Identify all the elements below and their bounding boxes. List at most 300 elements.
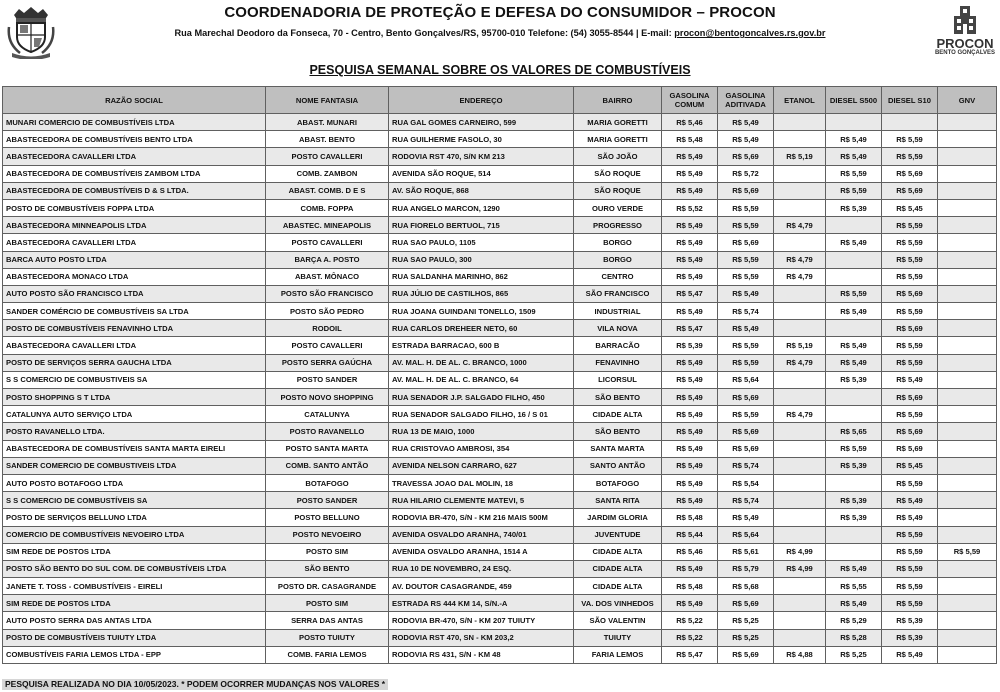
cell-etanol: R$ 4,99: [774, 543, 826, 560]
cell-gnv: [938, 595, 997, 612]
cell-nome-fantasia: POSTO CAVALLERI: [266, 337, 389, 354]
table-row: [3, 320, 997, 337]
cell-gnv: [938, 217, 997, 234]
cell-etanol: [774, 629, 826, 646]
cell-diesel-s10: R$ 5,59: [882, 560, 938, 577]
header-diesel-s500: DIESEL S500: [826, 87, 882, 114]
header-gasolina-comum: GASOLINA COMUM: [662, 87, 718, 114]
cell-razao-social: ABASTECEDORA CAVALLERI LTDA: [3, 337, 266, 354]
cell-bairro: CENTRO: [574, 268, 662, 285]
cell-etanol: [774, 612, 826, 629]
cell-gasolina-aditivada: R$ 5,25: [718, 629, 774, 646]
table-row: [3, 595, 997, 612]
cell-endereco: RUA SAO PAULO, 1105: [389, 234, 574, 251]
cell-gasolina-comum: R$ 5,49: [662, 234, 718, 251]
cell-diesel-s10: R$ 5,59: [882, 217, 938, 234]
cell-diesel-s10: R$ 5,59: [882, 406, 938, 423]
cell-nome-fantasia: ABAST. MUNARI: [266, 114, 389, 131]
logo-subtitle: BENTO GONÇALVES: [934, 50, 996, 56]
cell-diesel-s10: R$ 5,49: [882, 492, 938, 509]
org-title: COORDENADORIA DE PROTEÇÃO E DEFESA DO CONSUMIDOR – PROCON: [224, 4, 776, 21]
table-row: [3, 423, 997, 440]
org-address: [0, 28, 1000, 38]
cell-diesel-s500: R$ 5,39: [826, 457, 882, 474]
cell-bairro: PROGRESSO: [574, 217, 662, 234]
header-gnv: GNV: [938, 87, 997, 114]
cell-gnv: [938, 474, 997, 491]
cell-etanol: [774, 578, 826, 595]
cell-etanol: [774, 114, 826, 131]
cell-diesel-s500: [826, 406, 882, 423]
cell-gasolina-aditivada: R$ 5,69: [718, 182, 774, 199]
cell-bairro: SÃO JOÃO: [574, 148, 662, 165]
cell-etanol: [774, 457, 826, 474]
cell-gasolina-comum: R$ 5,48: [662, 578, 718, 595]
table-row: [3, 303, 997, 320]
cell-nome-fantasia: POSTO SIM: [266, 543, 389, 560]
cell-gasolina-aditivada: R$ 5,25: [718, 612, 774, 629]
cell-diesel-s10: R$ 5,59: [882, 543, 938, 560]
cell-diesel-s10: R$ 5,45: [882, 457, 938, 474]
cell-diesel-s10: R$ 5,49: [882, 371, 938, 388]
cell-nome-fantasia: POSTO SANDER: [266, 492, 389, 509]
cell-bairro: SÃO ROQUE: [574, 165, 662, 182]
cell-diesel-s500: [826, 320, 882, 337]
cell-endereco: RUA SENADOR SALGADO FILHO, 16 / S 01: [389, 406, 574, 423]
cell-gasolina-comum: R$ 5,49: [662, 148, 718, 165]
cell-diesel-s500: R$ 5,65: [826, 423, 882, 440]
cell-nome-fantasia: POSTO TUIUTY: [266, 629, 389, 646]
cell-gasolina-aditivada: R$ 5,59: [718, 406, 774, 423]
cell-razao-social: POSTO DE SERVIÇOS BELLUNO LTDA: [3, 509, 266, 526]
cell-gnv: [938, 646, 997, 663]
cell-gasolina-aditivada: R$ 5,68: [718, 578, 774, 595]
cell-nome-fantasia: BARÇA A. POSTO: [266, 251, 389, 268]
cell-diesel-s500: [826, 217, 882, 234]
cell-gnv: [938, 560, 997, 577]
cell-razao-social: ABASTECEDORA MONACO LTDA: [3, 268, 266, 285]
cell-nome-fantasia: POSTO DR. CASAGRANDE: [266, 578, 389, 595]
table-row: [3, 629, 997, 646]
cell-gnv: [938, 182, 997, 199]
address-text: Rua Marechal Deodoro da Fonseca, 70 - Centro, Bento Gonçalves/RS, 95700-010 Telefone: (54) 3055-8544 | E-mail:: [174, 28, 675, 38]
cell-endereco: RUA HILARIO CLEMENTE MATEVI, 5: [389, 492, 574, 509]
cell-bairro: SÃO FRANCISCO: [574, 285, 662, 302]
cell-endereco: RUA GAL GOMES CARNEIRO, 599: [389, 114, 574, 131]
cell-bairro: INDUSTRIAL: [574, 303, 662, 320]
cell-gnv: [938, 234, 997, 251]
cell-endereco: RODOVIA RST 470, S/N KM 213: [389, 148, 574, 165]
cell-diesel-s10: R$ 5,39: [882, 612, 938, 629]
cell-endereco: RUA 13 DE MAIO, 1000: [389, 423, 574, 440]
cell-gasolina-comum: R$ 5,49: [662, 560, 718, 577]
cell-gasolina-aditivada: R$ 5,59: [718, 217, 774, 234]
cell-nome-fantasia: COMB. SANTO ANTÃO: [266, 457, 389, 474]
cell-endereco: RUA JÚLIO DE CASTILHOS, 865: [389, 285, 574, 302]
cell-endereco: AV. SÃO ROQUE, 868: [389, 182, 574, 199]
cell-nome-fantasia: SERRA DAS ANTAS: [266, 612, 389, 629]
cell-diesel-s10: R$ 5,59: [882, 595, 938, 612]
table-row: [3, 492, 997, 509]
cell-razao-social: AUTO POSTO SÃO FRANCISCO LTDA: [3, 285, 266, 302]
cell-razao-social: ABASTECEDORA DE COMBUSTÍVEIS SANTA MARTA EIRELI: [3, 440, 266, 457]
cell-gnv: [938, 440, 997, 457]
cell-razao-social: POSTO DE COMBUSTÍVEIS TUIUTY LTDA: [3, 629, 266, 646]
cell-gasolina-aditivada: R$ 5,72: [718, 165, 774, 182]
table-row: [3, 114, 997, 131]
cell-bairro: CIDADE ALTA: [574, 543, 662, 560]
cell-diesel-s500: R$ 5,49: [826, 560, 882, 577]
cell-nome-fantasia: COMB. FOPPA: [266, 199, 389, 216]
cell-bairro: TUIUTY: [574, 629, 662, 646]
cell-razao-social: POSTO DE SERVIÇOS SERRA GAUCHA LTDA: [3, 354, 266, 371]
cell-gasolina-aditivada: R$ 5,69: [718, 148, 774, 165]
cell-gasolina-comum: R$ 5,49: [662, 182, 718, 199]
cell-gasolina-comum: R$ 5,22: [662, 612, 718, 629]
cell-gasolina-comum: R$ 5,52: [662, 199, 718, 216]
cell-endereco: ESTRADA RS 444 KM 14, S/N.-A: [389, 595, 574, 612]
cell-bairro: SÃO ROQUE: [574, 182, 662, 199]
cell-gasolina-comum: R$ 5,22: [662, 629, 718, 646]
cell-gasolina-comum: R$ 5,47: [662, 320, 718, 337]
cell-bairro: SÃO BENTO: [574, 389, 662, 406]
cell-bairro: BARRACÃO: [574, 337, 662, 354]
table-row: [3, 578, 997, 595]
table-row: [3, 612, 997, 629]
table-row: [3, 285, 997, 302]
cell-diesel-s500: R$ 5,49: [826, 148, 882, 165]
cell-diesel-s500: [826, 389, 882, 406]
cell-diesel-s10: R$ 5,69: [882, 285, 938, 302]
header-bairro: BAIRRO: [574, 87, 662, 114]
cell-razao-social: POSTO SÃO BENTO DO SUL COM. DE COMBUSTÍVEIS LTDA: [3, 560, 266, 577]
cell-gasolina-aditivada: R$ 5,69: [718, 389, 774, 406]
cell-etanol: [774, 131, 826, 148]
cell-razao-social: CATALUNYA AUTO SERVIÇO LTDA: [3, 406, 266, 423]
cell-gasolina-comum: R$ 5,48: [662, 509, 718, 526]
cell-gasolina-comum: R$ 5,49: [662, 217, 718, 234]
cell-gnv: [938, 457, 997, 474]
cell-etanol: R$ 4,79: [774, 354, 826, 371]
cell-gasolina-aditivada: R$ 5,49: [718, 285, 774, 302]
cell-bairro: VILA NOVA: [574, 320, 662, 337]
cell-etanol: [774, 595, 826, 612]
cell-diesel-s500: R$ 5,49: [826, 337, 882, 354]
cell-gasolina-comum: R$ 5,49: [662, 389, 718, 406]
table-row: [3, 234, 997, 251]
cell-gasolina-comum: R$ 5,49: [662, 423, 718, 440]
cell-gasolina-aditivada: R$ 5,74: [718, 457, 774, 474]
cell-endereco: TRAVESSA JOAO DAL MOLIN, 18: [389, 474, 574, 491]
cell-bairro: SANTO ANTÃO: [574, 457, 662, 474]
cell-diesel-s500: [826, 268, 882, 285]
email-link[interactable]: procon@bentogoncalves.rs.gov.br: [674, 28, 826, 38]
cell-nome-fantasia: POSTO SIM: [266, 595, 389, 612]
cell-gasolina-aditivada: R$ 5,49: [718, 131, 774, 148]
cell-diesel-s10: R$ 5,59: [882, 303, 938, 320]
cell-gasolina-comum: R$ 5,49: [662, 474, 718, 491]
cell-bairro: BOTAFOGO: [574, 474, 662, 491]
cell-nome-fantasia: ABAST. BENTO: [266, 131, 389, 148]
cell-gasolina-aditivada: R$ 5,64: [718, 371, 774, 388]
cell-nome-fantasia: POSTO CAVALLERI: [266, 234, 389, 251]
cell-gasolina-aditivada: R$ 5,49: [718, 509, 774, 526]
cell-etanol: [774, 492, 826, 509]
cell-nome-fantasia: POSTO NOVO SHOPPING: [266, 389, 389, 406]
cell-gasolina-aditivada: R$ 5,61: [718, 543, 774, 560]
cell-razao-social: MUNARI COMERCIO DE COMBUSTÍVEIS LTDA: [3, 114, 266, 131]
cell-diesel-s10: R$ 5,69: [882, 182, 938, 199]
cell-gnv: R$ 5,59: [938, 543, 997, 560]
cell-nome-fantasia: CATALUNYA: [266, 406, 389, 423]
cell-etanol: [774, 320, 826, 337]
table-row: [3, 337, 997, 354]
cell-diesel-s10: R$ 5,69: [882, 165, 938, 182]
cell-diesel-s500: R$ 5,49: [826, 131, 882, 148]
table-row: [3, 406, 997, 423]
cell-razao-social: POSTO SHOPPING S T LTDA: [3, 389, 266, 406]
cell-gasolina-aditivada: R$ 5,59: [718, 354, 774, 371]
table-row: [3, 182, 997, 199]
cell-gnv: [938, 131, 997, 148]
cell-diesel-s500: R$ 5,49: [826, 354, 882, 371]
cell-gnv: [938, 492, 997, 509]
cell-gasolina-aditivada: R$ 5,69: [718, 595, 774, 612]
cell-gasolina-comum: R$ 5,47: [662, 285, 718, 302]
cell-gasolina-aditivada: R$ 5,59: [718, 268, 774, 285]
cell-razao-social: SIM REDE DE POSTOS LTDA: [3, 595, 266, 612]
cell-gasolina-aditivada: R$ 5,69: [718, 646, 774, 663]
report-title: PESQUISA SEMANAL SOBRE OS VALORES DE COMBUSTÍVEIS: [309, 63, 691, 77]
cell-nome-fantasia: ABAST. MÔNACO: [266, 268, 389, 285]
cell-endereco: RUA SAO PAULO, 300: [389, 251, 574, 268]
cell-razao-social: S S COMERCIO DE COMBUSTIVEIS SA: [3, 371, 266, 388]
cell-nome-fantasia: ABASTEC. MINEAPOLIS: [266, 217, 389, 234]
cell-gnv: [938, 165, 997, 182]
cell-diesel-s10: R$ 5,69: [882, 440, 938, 457]
cell-bairro: MARIA GORETTI: [574, 114, 662, 131]
cell-razao-social: JANETE T. TOSS - COMBUSTÍVEIS - EIRELI: [3, 578, 266, 595]
table-row: [3, 251, 997, 268]
cell-endereco: RODOVIA RST 470, SN - KM 203,2: [389, 629, 574, 646]
cell-endereco: RODOVIA RS 431, S/N - KM 48: [389, 646, 574, 663]
cell-endereco: AV. MAL. H. DE AL. C. BRANCO, 1000: [389, 354, 574, 371]
cell-diesel-s500: R$ 5,49: [826, 595, 882, 612]
cell-gnv: [938, 578, 997, 595]
cell-diesel-s500: R$ 5,49: [826, 303, 882, 320]
table-header-row: [3, 87, 997, 114]
cell-bairro: BORGO: [574, 234, 662, 251]
cell-gasolina-aditivada: R$ 5,69: [718, 423, 774, 440]
cell-etanol: R$ 5,19: [774, 337, 826, 354]
cell-nome-fantasia: COMB. FARIA LEMOS: [266, 646, 389, 663]
cell-nome-fantasia: COMB. ZAMBON: [266, 165, 389, 182]
cell-diesel-s500: R$ 5,39: [826, 371, 882, 388]
table-row: [3, 457, 997, 474]
cell-etanol: [774, 285, 826, 302]
cell-gnv: [938, 526, 997, 543]
cell-endereco: RUA FIORELO BERTUOL, 715: [389, 217, 574, 234]
cell-gasolina-comum: R$ 5,49: [662, 268, 718, 285]
cell-gasolina-comum: R$ 5,49: [662, 371, 718, 388]
cell-etanol: R$ 4,79: [774, 251, 826, 268]
cell-endereco: RODOVIA BR-470, S/N - KM 207 TUIUTY: [389, 612, 574, 629]
cell-diesel-s10: R$ 5,59: [882, 354, 938, 371]
cell-nome-fantasia: ABAST. COMB. D E S: [266, 182, 389, 199]
header-etanol: ETANOL: [774, 87, 826, 114]
cell-etanol: [774, 303, 826, 320]
cell-diesel-s10: R$ 5,59: [882, 234, 938, 251]
header-nome-fantasia: NOME FANTASIA: [266, 87, 389, 114]
cell-nome-fantasia: POSTO NEVOEIRO: [266, 526, 389, 543]
cell-diesel-s10: [882, 114, 938, 131]
table-row: [3, 526, 997, 543]
cell-razao-social: COMERCIO DE COMBUSTÍVEIS NEVOEIRO LTDA: [3, 526, 266, 543]
cell-diesel-s10: R$ 5,59: [882, 251, 938, 268]
table-row: [3, 440, 997, 457]
cell-etanol: [774, 199, 826, 216]
cell-gasolina-comum: R$ 5,49: [662, 251, 718, 268]
cell-diesel-s500: R$ 5,49: [826, 234, 882, 251]
cell-nome-fantasia: POSTO SERRA GAÚCHA: [266, 354, 389, 371]
cell-etanol: [774, 440, 826, 457]
cell-gnv: [938, 148, 997, 165]
cell-diesel-s10: R$ 5,69: [882, 389, 938, 406]
cell-endereco: RUA SALDANHA MARINHO, 862: [389, 268, 574, 285]
cell-razao-social: ABASTECEDORA MINNEAPOLIS LTDA: [3, 217, 266, 234]
cell-etanol: [774, 474, 826, 491]
cell-endereco: AVENIDA NELSON CARRARO, 627: [389, 457, 574, 474]
table-row: [3, 217, 997, 234]
cell-diesel-s10: R$ 5,59: [882, 474, 938, 491]
cell-razao-social: POSTO DE COMBUSTÍVEIS FOPPA LTDA: [3, 199, 266, 216]
cell-nome-fantasia: SÃO BENTO: [266, 560, 389, 577]
cell-gasolina-aditivada: R$ 5,49: [718, 320, 774, 337]
cell-endereco: AV. DOUTOR CASAGRANDE, 459: [389, 578, 574, 595]
header-endereco: ENDEREÇO: [389, 87, 574, 114]
cell-endereco: RUA SENADOR J.P. SALGADO FILHO, 450: [389, 389, 574, 406]
cell-gasolina-comum: R$ 5,49: [662, 406, 718, 423]
cell-bairro: SÃO VALENTIN: [574, 612, 662, 629]
cell-etanol: [774, 182, 826, 199]
cell-etanol: R$ 4,79: [774, 268, 826, 285]
table-row: [3, 543, 997, 560]
cell-gasolina-aditivada: R$ 5,59: [718, 251, 774, 268]
cell-razao-social: ABASTECEDORA CAVALLERI LTDA: [3, 234, 266, 251]
table-row: [3, 509, 997, 526]
cell-etanol: [774, 526, 826, 543]
cell-bairro: OURO VERDE: [574, 199, 662, 216]
cell-gasolina-aditivada: R$ 5,69: [718, 440, 774, 457]
cell-diesel-s500: R$ 5,29: [826, 612, 882, 629]
cell-etanol: [774, 423, 826, 440]
cell-gasolina-comum: R$ 5,49: [662, 165, 718, 182]
cell-bairro: SÃO BENTO: [574, 423, 662, 440]
cell-bairro: JUVENTUDE: [574, 526, 662, 543]
cell-gnv: [938, 612, 997, 629]
table-row: [3, 646, 997, 663]
cell-bairro: JARDIM GLORIA: [574, 509, 662, 526]
cell-gasolina-aditivada: R$ 5,74: [718, 303, 774, 320]
cell-bairro: LICORSUL: [574, 371, 662, 388]
cell-razao-social: SANDER COMÉRCIO DE COMBUSTÍVEIS SA LTDA: [3, 303, 266, 320]
cell-diesel-s500: [826, 543, 882, 560]
cell-nome-fantasia: POSTO SANDER: [266, 371, 389, 388]
cell-etanol: R$ 4,99: [774, 560, 826, 577]
cell-razao-social: SANDER COMERCIO DE COMBUSTIVEIS LTDA: [3, 457, 266, 474]
cell-diesel-s10: R$ 5,49: [882, 646, 938, 663]
cell-nome-fantasia: POSTO RAVANELLO: [266, 423, 389, 440]
cell-diesel-s500: R$ 5,55: [826, 578, 882, 595]
cell-gasolina-comum: R$ 5,39: [662, 337, 718, 354]
cell-gasolina-comum: R$ 5,49: [662, 440, 718, 457]
cell-bairro: FARIA LEMOS: [574, 646, 662, 663]
cell-razao-social: SIM REDE DE POSTOS LTDA: [3, 543, 266, 560]
cell-gnv: [938, 406, 997, 423]
table-row: [3, 474, 997, 491]
cell-bairro: VA. DOS VINHEDOS: [574, 595, 662, 612]
cell-etanol: R$ 5,19: [774, 148, 826, 165]
cell-gnv: [938, 389, 997, 406]
cell-razao-social: ABASTECEDORA CAVALLERI LTDA: [3, 148, 266, 165]
cell-nome-fantasia: BOTAFOGO: [266, 474, 389, 491]
cell-gnv: [938, 285, 997, 302]
cell-etanol: [774, 509, 826, 526]
cell-etanol: [774, 389, 826, 406]
cell-bairro: FENAVINHO: [574, 354, 662, 371]
cell-razao-social: BARCA AUTO POSTO LTDA: [3, 251, 266, 268]
table-row: [3, 389, 997, 406]
cell-gnv: [938, 371, 997, 388]
cell-diesel-s10: R$ 5,45: [882, 199, 938, 216]
cell-endereco: AVENIDA OSVALDO ARANHA, 1514 A: [389, 543, 574, 560]
cell-gnv: [938, 303, 997, 320]
procon-logo: [934, 4, 996, 68]
cell-diesel-s500: R$ 5,28: [826, 629, 882, 646]
cell-gnv: [938, 337, 997, 354]
cell-diesel-s500: R$ 5,59: [826, 182, 882, 199]
cell-endereco: RUA CRISTOVAO AMBROSI, 354: [389, 440, 574, 457]
cell-etanol: [774, 371, 826, 388]
cell-diesel-s10: R$ 5,39: [882, 629, 938, 646]
table-row: [3, 165, 997, 182]
cell-bairro: SANTA MARTA: [574, 440, 662, 457]
cell-razao-social: ABASTECEDORA DE COMBUSTÍVEIS ZAMBOM LTDA: [3, 165, 266, 182]
cell-razao-social: AUTO POSTO SERRA DAS ANTAS LTDA: [3, 612, 266, 629]
cell-bairro: BORGO: [574, 251, 662, 268]
cell-razao-social: POSTO RAVANELLO LTDA.: [3, 423, 266, 440]
cell-gasolina-aditivada: R$ 5,59: [718, 199, 774, 216]
cell-gasolina-aditivada: R$ 5,59: [718, 337, 774, 354]
table-row: [3, 371, 997, 388]
cell-gasolina-comum: R$ 5,49: [662, 303, 718, 320]
table-row: [3, 268, 997, 285]
cell-diesel-s500: R$ 5,59: [826, 440, 882, 457]
table-row: [3, 560, 997, 577]
cell-razao-social: COMBUSTÍVEIS FARIA LEMOS LTDA - EPP: [3, 646, 266, 663]
cell-gnv: [938, 199, 997, 216]
cell-bairro: CIDADE ALTA: [574, 406, 662, 423]
table-row: [3, 199, 997, 216]
header-razao-social: RAZÃO SOCIAL: [3, 87, 266, 114]
cell-diesel-s500: [826, 251, 882, 268]
header-diesel-s10: DIESEL S10: [882, 87, 938, 114]
cell-endereco: AVENIDA SÃO ROQUE, 514: [389, 165, 574, 182]
fuel-price-table: [2, 86, 997, 664]
cell-gasolina-aditivada: R$ 5,64: [718, 526, 774, 543]
cell-gasolina-comum: R$ 5,46: [662, 543, 718, 560]
cell-nome-fantasia: POSTO SÃO PEDRO: [266, 303, 389, 320]
